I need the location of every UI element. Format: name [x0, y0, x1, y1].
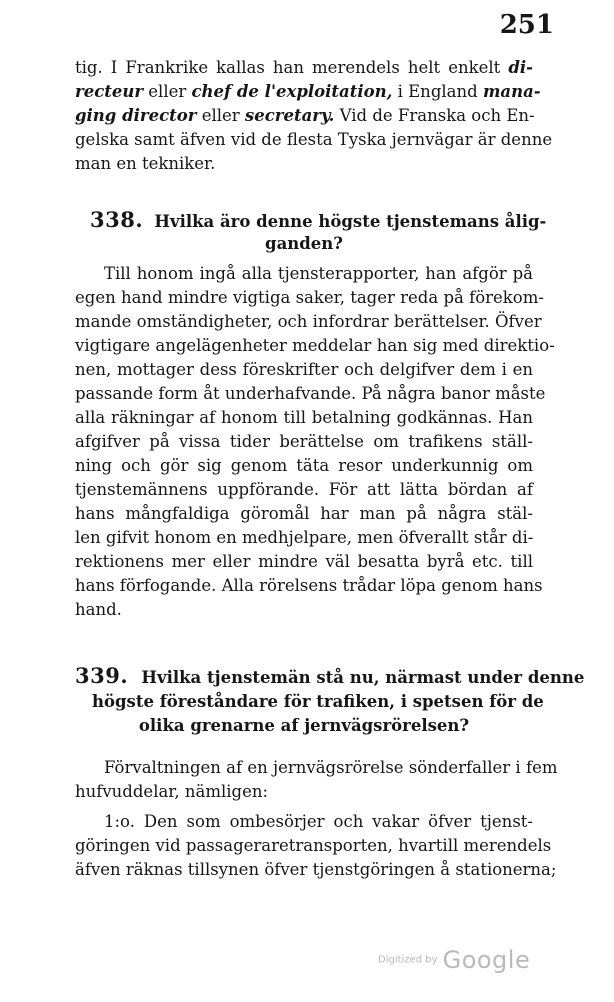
q338-line: ning och gör sig genom täta resor underkunnig om: [75, 456, 533, 475]
q338-line: alla räkningar af honom till betalning godkännas. Han: [75, 408, 533, 427]
question-number: 339.: [75, 663, 129, 688]
q338-line: hand.: [75, 600, 122, 619]
question-heading-text: Hvilka äro denne högste tjenstemans ålig-: [154, 212, 547, 231]
question-339-heading-cont: högste föreståndare för trafiken, i spetsen för de: [92, 692, 544, 711]
intro-line-3: ging director eller secretary. Vid de Franska och En-: [75, 106, 535, 125]
q338-line: vigtigare angelägenheter meddelar han sig med direktio-: [75, 336, 555, 355]
question-339-heading-cont: olika grenarne af jernvägsrörelsen?: [138, 716, 470, 735]
intro-line-2: recteur eller chef de l'exploitation, i England mana-: [75, 82, 541, 101]
q338-line: len gifvit honom en medhjelpare, men öfverallt står di-: [75, 528, 534, 547]
page-number: 251: [499, 10, 554, 40]
q338-line: passande form åt underhafvande. På några banor måste: [75, 384, 546, 403]
q338-line: hans förfogande. Alla rörelsens trådar löpa genom hans: [75, 576, 543, 595]
q339-line: äfven räknas tillsynen öfver tjenstgöringen å stationerna;: [75, 860, 557, 879]
q338-line: hans mångfaldiga göromål har man på några stäl-: [75, 504, 533, 523]
question-heading-text: Hvilka tjenstemän stå nu, närmast under denne: [141, 668, 585, 687]
q338-line: mande omständigheter, och infordrar berättelser. Öfver: [75, 312, 542, 331]
intro-line-4: gelska samt äfven vid de flesta Tyska jernvägar är denne: [75, 130, 553, 149]
q338-line: Till honom ingå alla tjensterapporter, han afgör på: [104, 264, 533, 283]
digitized-by-watermark: [378, 946, 531, 982]
q338-line: tjenstemännens uppförande. För att lätta bördan af: [75, 480, 533, 499]
q339-line: Förvaltningen af en jernvägsrörelse sönderfaller i fem: [104, 758, 558, 777]
q338-line: egen hand mindre vigtiga saker, tager reda på förekom-: [75, 288, 544, 307]
q339-line: göringen vid passageraretransporten, hvartill merendels: [75, 836, 552, 855]
question-339-heading: [75, 663, 585, 688]
q339-line: 1:o. Den som ombesörjer och vakar öfver tjenst-: [104, 812, 533, 831]
intro-line-1: tig. I Frankrike kallas han merendels helt enkelt di-: [75, 58, 533, 77]
question-number: 338.: [90, 207, 144, 232]
q338-line: afgifver på vissa tider berättelse om trafikens ställ-: [75, 432, 533, 451]
watermark-prefix: Digitized by: [378, 954, 438, 966]
question-338-heading: [90, 207, 547, 232]
question-338-heading-cont: ganden?: [265, 234, 343, 253]
google-logo: Google: [442, 946, 531, 974]
q338-line: nen, mottager dess föreskrifter och delgifver dem i en: [75, 360, 533, 379]
q339-line: hufvuddelar, nämligen:: [75, 782, 269, 801]
intro-line-5: man en tekniker.: [75, 154, 216, 173]
q338-line: rektionens mer eller mindre väl besatta byrå etc. till: [75, 552, 533, 571]
